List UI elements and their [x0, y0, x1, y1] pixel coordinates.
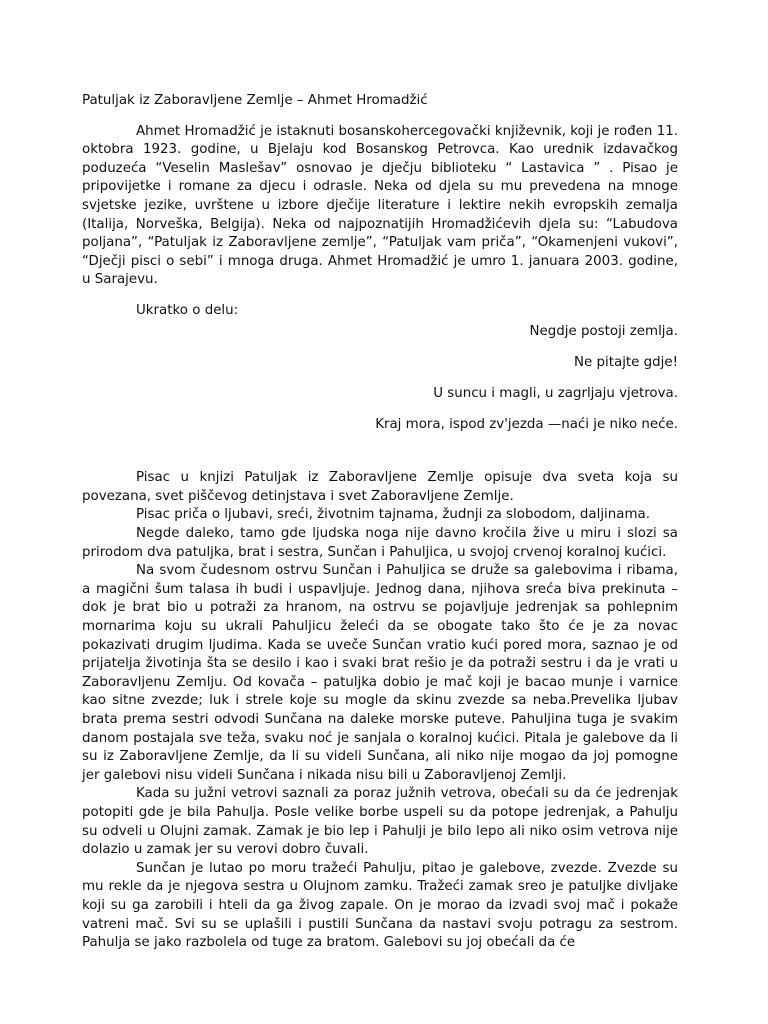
body-paragraph: Sunčan je lutao po moru tražeći Pahulju, pitao je galebove, zvezde. Zvezde su mu rekle da je njegova sestra u Olujnom zamku. Tražeći zamak sreo je patuljke divljake koji su ga zarobili i hteli da ga živog zapale. On je morao da izvadi svoj mač i pokaže vatreni mač. Svi su se uplašili i pustili Sunčana da nastavi svoju potragu za sestrom. Pahulja se jako razbolela od tuge za bratom. Galebovi su joj obećali da će: [82, 860, 678, 951]
poem-line: Kraj mora, ispod zv'jezda —naći je niko neće.: [375, 417, 678, 433]
document-page: [82, 92, 678, 953]
body-paragraph: Na svom čudesnom ostrvu Sunčan i Pahuljica se druže sa galebovima i ribama, a magični šum talasa ih budi i uspavljuje. Jednog dana, njihova sreća biva prekinuta – dok je brat bio u potraži za hranom, na ostrvu se pojavljuje jedrenjak sa pohlepnim mornarima koju su ukrali Pahuljicu želeći da se obogate tako što će je za novac pokazivati drugim ljudima. Kada se uveče Sunčan vratio kući pored mora, saznao je od prijatelja životinja šta se desilo i kao i svaki brat rešio je da potraži sestru i da je vrati u Zaboravljenu Zemlju. Od kovača – patuljka dobio je mač koji je bacao munje i varnice kao sitne zvezde; luk i strele koje su mogle da skinu zvezde sa neba.Prevelika ljubav brata prema sestri odvodi Sunčana na daleke morske puteve. Pahuljina tuga je svakim danom postajala sve teža, svaku noć je sanjala o koralnoj kućici. Pitala je galebove da li su iz Zaboravljene Zemlje, da li su videli Sunčana, ali niko nije mogao da joj pomogne jer galebovi nisu videli Sunčana i nikada nisu bili u Zaboravljenoj Zemlji.: [82, 563, 678, 783]
spacer: [82, 290, 678, 302]
body-paragraph: Pisac u knjizi Patuljak iz Zaboravljene Zemlje opisuje dva sveta koja su povezana, svet piščevog detinjstava i svet Zaboravljene Zemlje.: [82, 470, 678, 504]
poem-line: U suncu i magli, u zagrljaju vjetrova.: [433, 385, 678, 401]
poem-line: Ne pitajte gdje!: [574, 354, 678, 370]
poem-block: [82, 323, 678, 435]
body-paragraph: Negde daleko, tamo gde ljudska noga nije davno kročila žive u miru i slozi sa prirodom dva patuljka, brat i sestra, Sunčan i Pahuljica, u svojoj crvenoj koralnoj kućici.: [82, 526, 678, 560]
spacer: [82, 447, 678, 469]
poem-line: Negdje postoji zemlja.: [529, 323, 678, 339]
body-paragraph: Kada su južni vetrovi saznali za poraz južnih vetrova, obećali su da će jedrenjak potopiti gde je bila Pahulja. Posle velike borbe uspeli su da potope jedrenjak, a Pahulju su odveli u Olujni zamak. Zamak je bio lep i Pahulji je bilo lepo ali niko osim vetrova nije dolazio u zamak jer su verovi dobro čuvali.: [82, 786, 678, 858]
body-paragraph: Pisac priča o ljubavi, sreći, životnim tajnama, žudnji za slobodom, daljinama.: [136, 507, 650, 523]
summary-heading: Ukratko o delu:: [136, 302, 239, 318]
intro-paragraph: Ahmet Hromadžić je istaknuti bosanskohercegovački književnik, koji je rođen 11. oktobra 1923. godine, u Bjelaju kod Bosanskog Petrovca. Kao urednik izdavačkog poduzeća “Veselin Maslešav” osnovao je dječju biblioteku “ Lastavica ” . Pisao je pripovijetke i romane za djecu i odrasle. Neka od djela su mu prevedena na mnoge svjetske jezike, uvrštene u izbore dječije literature i lektire nekih evropskih zemalja (Italija, Norveška, Belgija). Neka od najpoznatijih Hromadžićevih djela su: “Labudova poljana”, “Patuljak iz Zaboravljene zemlje”, “Patuljak vam priča”, “Okamenjeni vukovi”, “Dječji pisci o sebi” i mnoga druga. Ahmet Hromadžić je umro 1. januara 2003. godine, u Sarajevu.: [82, 123, 678, 288]
document-title: Patuljak iz Zaboravljene Zemlje – Ahmet Hromadžić: [82, 93, 428, 108]
